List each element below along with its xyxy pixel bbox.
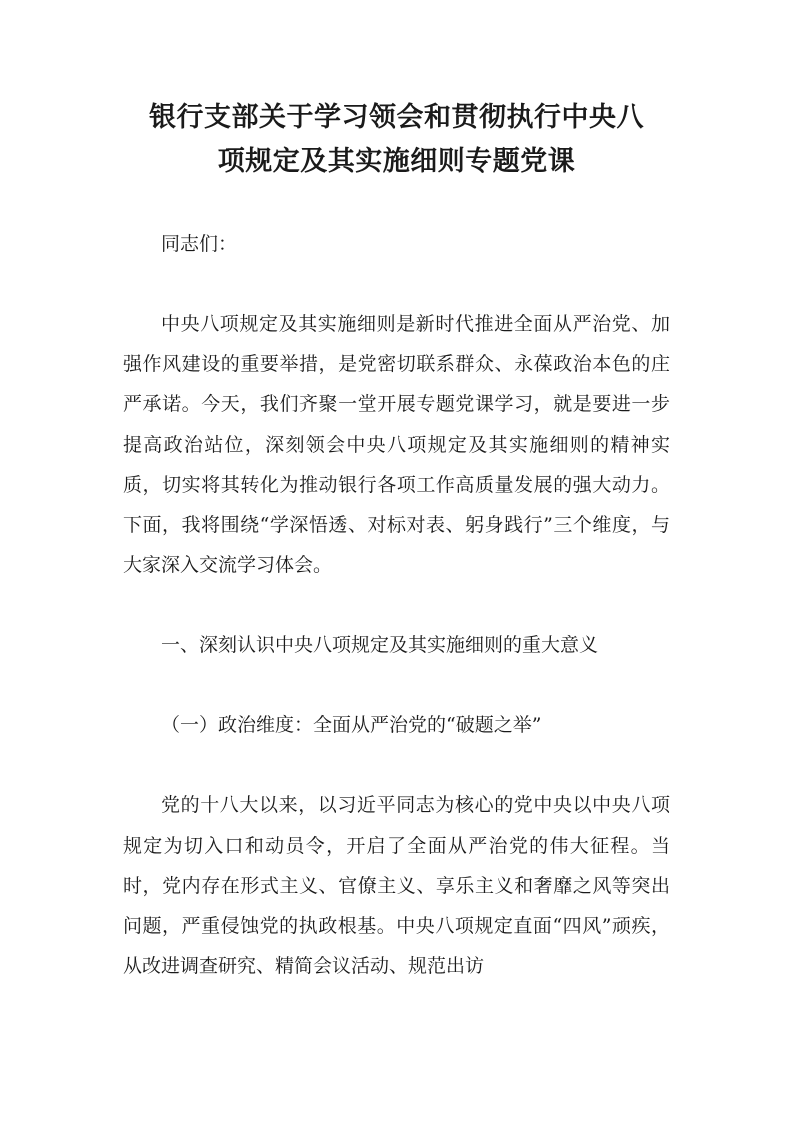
subsection-1-heading: （一）政治维度：全面从严治党的“破题之举” (161, 714, 542, 737)
subsection-1-paragraph: 党的十八大以来，以习近平同志为核心的党中央以中央八项规定为切入口和动员令，开启了全面从严治党的伟大征程。当时，党内存在形式主义、官僚主义、享乐主义和奢靡之风等突出问题，严重侵蚀党的执政根基。中央八项规定直面“四风”顽疾，从改进调查研究、精简会议活动、规范出访 (123, 794, 670, 978)
salutation: 同志们： (161, 233, 238, 255)
intro-paragraph: 中央八项规定及其实施细则是新时代推进全面从严治党、加强作风建设的重要举措，是党密切联系群众、永葆政治本色的庄严承诺。今天，我们齐聚一堂开展专题党课学习，就是要进一步提高政治站位，深刻领会中央八项规定及其实施细则的精神实质，切实将其转化为推动银行各项工作高质量发展的强大动力。下面，我将围绕“学深悟透、对标对表、躬身践行”三个维度，与大家深入交流学习体会。 (123, 313, 670, 577)
document-title-line-1: 银行支部关于学习领会和贯彻执行中央八 (149, 102, 644, 133)
document-title (123, 96, 670, 184)
document-title-line-2: 项规定及其实施细则专题党课 (217, 146, 576, 177)
section-1-heading: 一、深刻认识中央八项规定及其实施细则的重大意义 (161, 634, 599, 657)
